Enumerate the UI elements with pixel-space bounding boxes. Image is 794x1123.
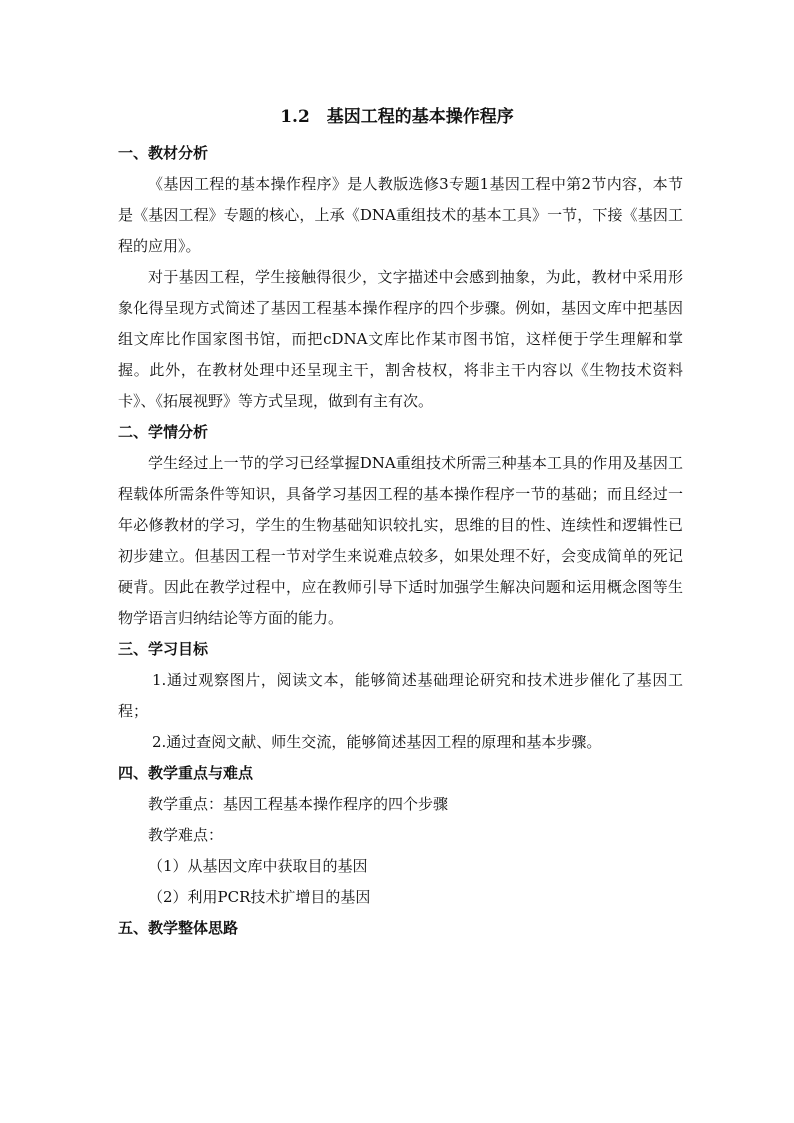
paragraph: 对于基因工程，学生接触得很少，文字描述中会感到抽象，为此，教材中采用形象化得呈现方式简述了基因工程基本操作程序的四个步骤。例如，基因文库中把基因组文库比作国家图书馆，而把cDNA文库比作某市图书馆，这样便于学生理解和掌握。此外，在教材处理中还呈现主干，割舍枝权，将非主干内容以《生物技术资料卡》、《拓展视野》等方式呈现，做到有主有次。	[118, 268, 683, 410]
section-heading: 五、教学整体思路	[118, 919, 239, 937]
difficult-point-item: （1）从基因文库中获取目的基因	[148, 857, 368, 875]
section-learning-objectives	[118, 634, 683, 758]
objective-item: 1.通过观察图片，阅读文本，能够简述基础理论研究和技术进步催化了基因工程；	[118, 671, 683, 720]
section-heading: 二、学情分析	[118, 423, 209, 441]
section-teaching-approach	[118, 913, 683, 944]
section-key-difficult-points	[118, 758, 683, 913]
section-student-analysis	[118, 417, 683, 634]
difficult-point-label: 教学难点：	[148, 826, 224, 844]
section-heading: 四、教学重点与难点	[118, 764, 254, 782]
paragraph: 学生经过上一节的学习已经掌握DNA重组技术所需三种基本工具的作用及基因工程载体所需条件等知识，具备学习基因工程的基本操作程序一节的基础；而且经过一年必修教材的学习，学生的生物基础知识较扎实，思维的目的性、连续性和逻辑性已初步建立。但基因工程一节对学生来说难点较多，如果处理不好，会变成简单的死记硬背。因此在教学过程中，应在教师引导下适时加强学生解决问题和运用概念图等生物学语言归纳结论等方面的能力。	[118, 454, 683, 627]
paragraph: 《基因工程的基本操作程序》是人教版选修3专题1基因工程中第2节内容，本节是《基因工程》专题的核心，上承《DNA重组技术的基本工具》一节，下接《基因工程的应用》。	[118, 175, 683, 255]
difficult-point-item: （2）利用PCR技术扩增目的基因	[148, 888, 371, 906]
section-heading: 一、教材分析	[118, 144, 209, 162]
section-textbook-analysis	[118, 138, 683, 417]
key-point-line: 教学重点：基因工程基本操作程序的四个步骤	[148, 795, 449, 813]
document-title: 1.2 基因工程的基本操作程序	[280, 107, 514, 127]
section-heading: 三、学习目标	[118, 640, 209, 658]
document-body	[118, 138, 683, 944]
objective-item: 2.通过查阅文献、师生交流，能够简述基因工程的原理和基本步骤。	[152, 733, 602, 751]
